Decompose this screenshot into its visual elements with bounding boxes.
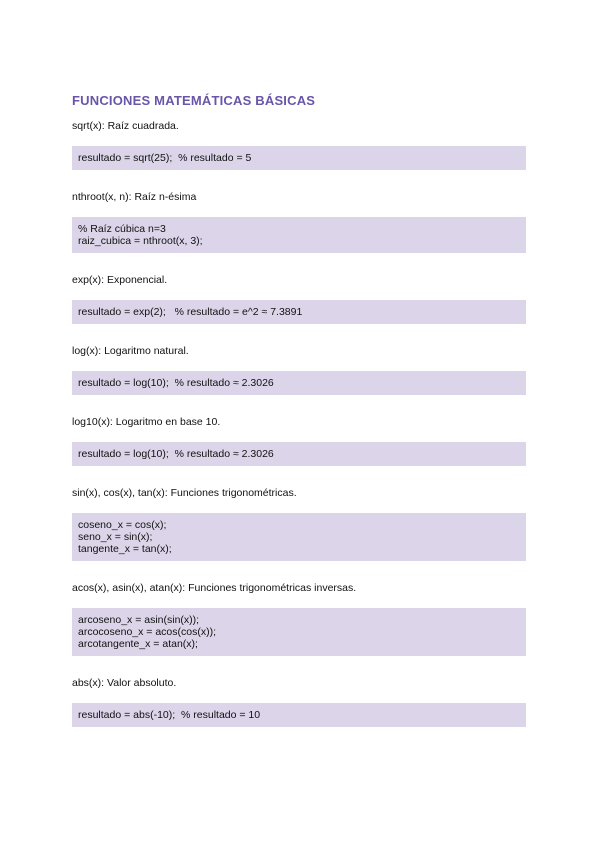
code-line: arcoseno_x = asin(sin(x)); <box>78 614 200 626</box>
code-line: raiz_cubica = nthroot(x, 3); <box>78 235 203 247</box>
section-description: exp(x): Exponencial. <box>72 274 168 286</box>
code-line: resultado = log(10); % resultado ≈ 2.3026 <box>78 448 274 460</box>
section-description: abs(x): Valor absoluto. <box>72 677 177 689</box>
section-nthroot <box>72 190 526 253</box>
code-line: resultado = exp(2); % resultado = e^2 ≈ 7.3891 <box>78 306 303 318</box>
section-description: nthroot(x, n): Raíz n-ésima <box>72 191 197 203</box>
section-log <box>72 344 526 395</box>
code-block <box>72 371 526 395</box>
section-description: log10(x): Logaritmo en base 10. <box>72 416 221 428</box>
document-title: FUNCIONES MATEMÁTICAS BÁSICAS <box>72 93 316 108</box>
code-line: coseno_x = cos(x); <box>78 519 167 531</box>
code-line: resultado = abs(-10); % resultado = 10 <box>78 709 261 721</box>
section-abs <box>72 676 526 727</box>
code-line: arcocoseno_x = acos(cos(x)); <box>78 626 217 638</box>
code-block <box>72 217 526 253</box>
code-line: tangente_x = tan(x); <box>78 543 172 555</box>
code-block <box>72 513 526 561</box>
section-description: log(x): Logaritmo natural. <box>72 345 189 357</box>
section-description: sin(x), cos(x), tan(x): Funciones trigonométricas. <box>72 487 297 499</box>
code-block <box>72 146 526 170</box>
code-block <box>72 300 526 324</box>
section-inverse-trig <box>72 581 526 656</box>
section-trig <box>72 486 526 561</box>
code-line: seno_x = sin(x); <box>78 531 153 543</box>
section-sqrt <box>72 119 526 170</box>
section-exp <box>72 273 526 324</box>
code-line: % Raíz cúbica n=3 <box>78 223 166 235</box>
code-block <box>72 703 526 727</box>
code-block <box>72 442 526 466</box>
code-line: resultado = sqrt(25); % resultado = 5 <box>78 152 252 164</box>
section-description: sqrt(x): Raíz cuadrada. <box>72 120 179 132</box>
code-line: arcotangente_x = atan(x); <box>78 638 198 650</box>
document-page <box>72 92 526 747</box>
code-block <box>72 608 526 656</box>
code-line: resultado = log(10); % resultado ≈ 2.3026 <box>78 377 274 389</box>
section-description: acos(x), asin(x), atan(x): Funciones trigonométricas inversas. <box>72 582 357 594</box>
section-log10 <box>72 415 526 466</box>
